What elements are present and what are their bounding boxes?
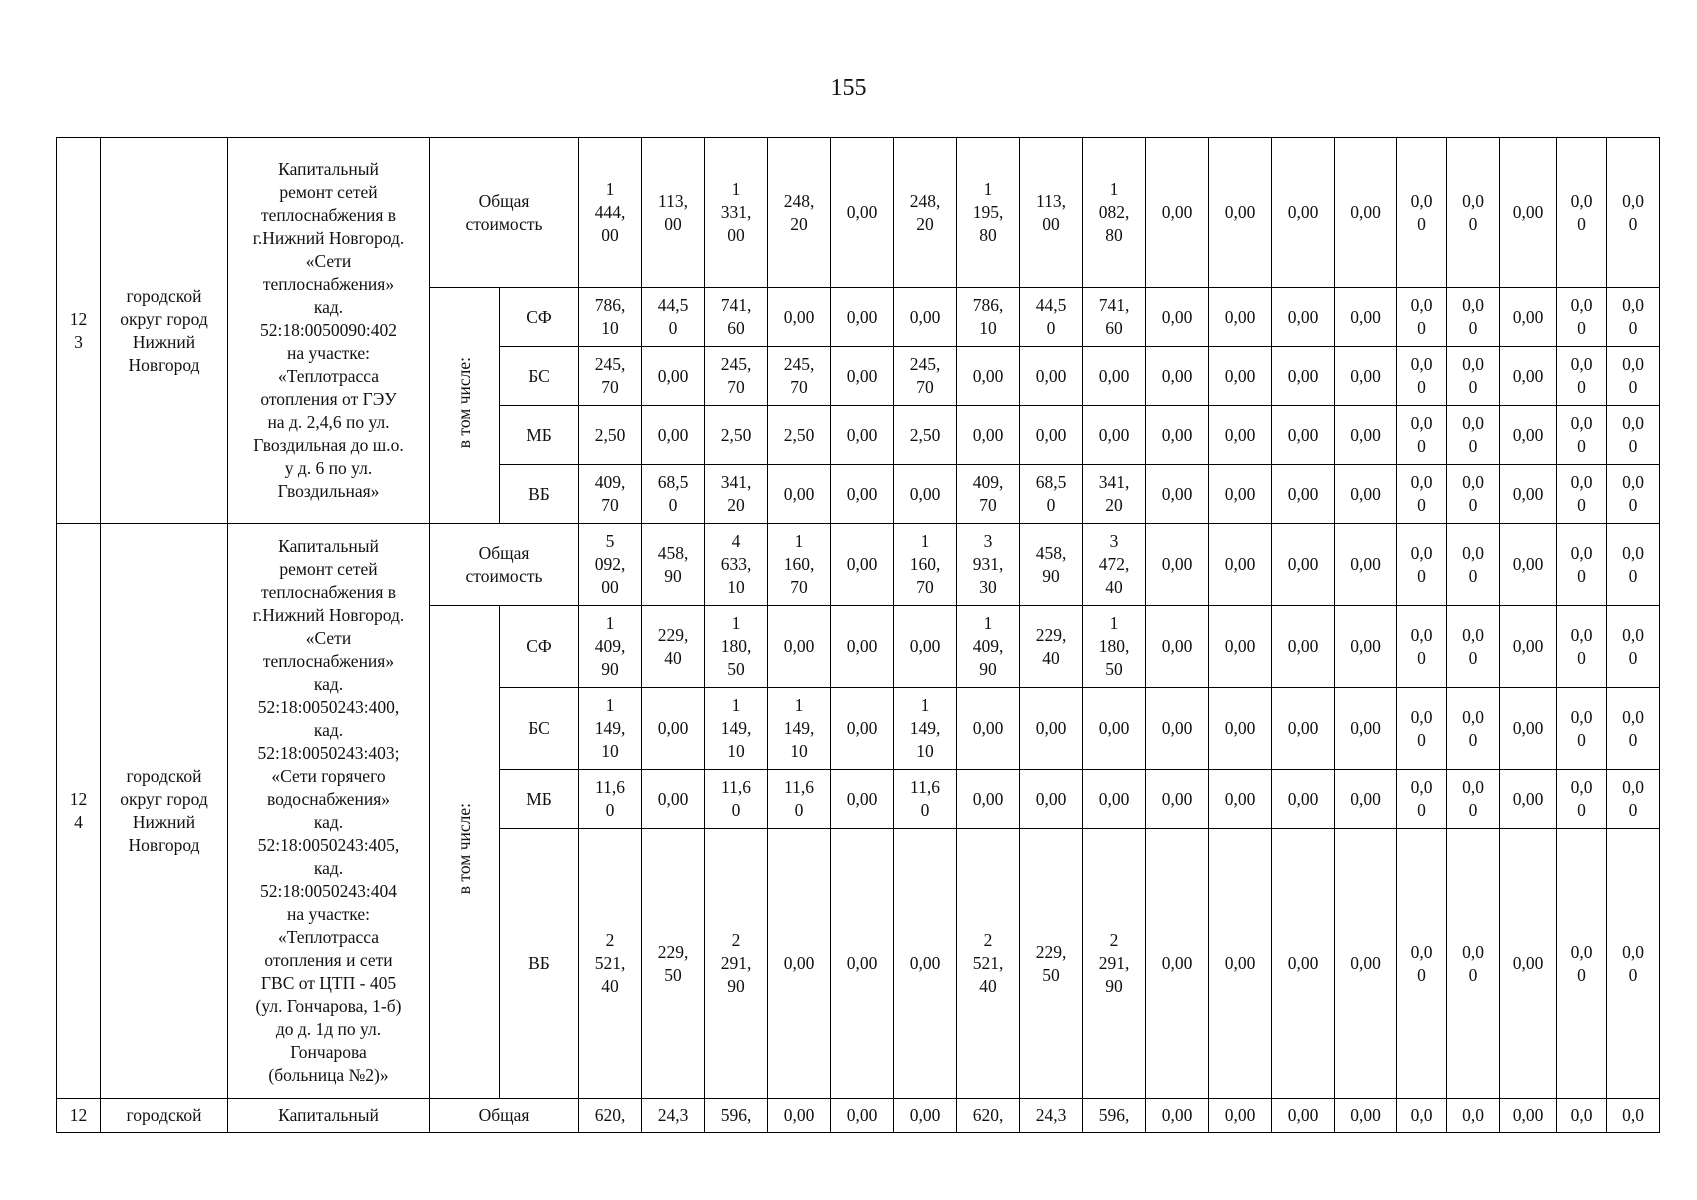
value-cell: 5 092, 00 (579, 524, 642, 606)
value-cell: 0,0 0 (1557, 524, 1607, 606)
total-cost-label: Общая (430, 1099, 579, 1133)
value-cell: 0,0 0 (1397, 138, 1447, 288)
value-cell: 113, 00 (1020, 138, 1083, 288)
value-cell: 245, 70 (894, 347, 957, 406)
value-cell: 1 160, 70 (894, 524, 957, 606)
value-cell: 0,0 0 (1557, 770, 1607, 829)
page-number: 155 (830, 75, 867, 101)
value-cell: 245, 70 (768, 347, 831, 406)
value-cell: 0,0 0 (1557, 829, 1607, 1099)
value-cell: 0,00 (1335, 1099, 1397, 1133)
value-cell: 11,6 0 (579, 770, 642, 829)
value-cell: 0,0 0 (1447, 606, 1500, 688)
value-cell: 1 082, 80 (1083, 138, 1146, 288)
value-cell: 0,00 (1272, 606, 1335, 688)
value-cell: 0,0 0 (1447, 465, 1500, 524)
funding-source-cell: БС (500, 688, 579, 770)
value-cell: 0,0 0 (1607, 688, 1660, 770)
value-cell: 0,00 (1083, 406, 1146, 465)
funding-source-cell: МБ (500, 406, 579, 465)
value-cell: 0,00 (894, 1099, 957, 1133)
value-cell: 0,00 (1146, 524, 1209, 606)
value-cell: 2,50 (705, 406, 768, 465)
value-cell: 11,6 0 (705, 770, 768, 829)
value-cell: 0,00 (831, 688, 894, 770)
value-cell: 0,0 0 (1447, 347, 1500, 406)
funding-source-cell: ВБ (500, 829, 579, 1099)
value-cell: 1 444, 00 (579, 138, 642, 288)
value-cell: 0,00 (1146, 406, 1209, 465)
value-cell: 0,00 (1146, 770, 1209, 829)
value-cell: 2,50 (768, 406, 831, 465)
value-cell: 68,5 0 (642, 465, 705, 524)
value-cell: 0,00 (957, 770, 1020, 829)
value-cell: 0,00 (1335, 606, 1397, 688)
value-cell: 1 331, 00 (705, 138, 768, 288)
value-cell: 0,0 0 (1607, 465, 1660, 524)
value-cell: 0,00 (1335, 347, 1397, 406)
funding-source-cell: СФ (500, 606, 579, 688)
value-cell: 0,00 (1272, 406, 1335, 465)
value-cell: 0,0 (1557, 1099, 1607, 1133)
value-cell: 0,00 (1500, 288, 1557, 347)
value-cell: 0,00 (1209, 829, 1272, 1099)
value-cell: 0,00 (831, 465, 894, 524)
value-cell: 0,0 0 (1607, 606, 1660, 688)
value-cell: 0,00 (1083, 688, 1146, 770)
value-cell: 0,00 (768, 606, 831, 688)
value-cell: 0,00 (1335, 465, 1397, 524)
funding-source-cell: БС (500, 347, 579, 406)
value-cell: 1 180, 50 (1083, 606, 1146, 688)
value-cell: 0,00 (1500, 465, 1557, 524)
including-label-cell (430, 606, 500, 1099)
value-cell: 0,00 (831, 138, 894, 288)
value-cell: 0,00 (1146, 688, 1209, 770)
value-cell: 0,00 (1146, 288, 1209, 347)
value-cell: 0,00 (1146, 465, 1209, 524)
territory-cell: городской округ город Нижний Новгород (101, 138, 228, 524)
territory-cell: городской (101, 1099, 228, 1133)
value-cell: 229, 50 (1020, 829, 1083, 1099)
value-cell: 0,00 (1272, 138, 1335, 288)
value-cell: 0,00 (1209, 606, 1272, 688)
value-cell: 620, (579, 1099, 642, 1133)
territory-cell: городской округ город Нижний Новгород (101, 524, 228, 1099)
value-cell: 0,00 (1146, 606, 1209, 688)
value-cell: 0,00 (831, 1099, 894, 1133)
value-cell: 341, 20 (1083, 465, 1146, 524)
value-cell: 0,0 0 (1607, 770, 1660, 829)
value-cell: 0,00 (1335, 138, 1397, 288)
value-cell: 113, 00 (642, 138, 705, 288)
value-cell: 2 291, 90 (705, 829, 768, 1099)
value-cell: 0,00 (1500, 524, 1557, 606)
value-cell: 0,0 0 (1607, 829, 1660, 1099)
value-cell: 620, (957, 1099, 1020, 1133)
value-cell: 341, 20 (705, 465, 768, 524)
value-cell: 0,00 (1020, 347, 1083, 406)
value-cell: 229, 40 (642, 606, 705, 688)
value-cell: 0,0 0 (1557, 606, 1607, 688)
budget-table (56, 137, 1660, 1133)
funding-source-cell: ВБ (500, 465, 579, 524)
value-cell: 0,0 0 (1557, 288, 1607, 347)
value-cell: 0,00 (1209, 524, 1272, 606)
value-cell: 3 931, 30 (957, 524, 1020, 606)
object-description-cell: Капитальный ремонт сетей теплоснабжения в г.Нижний Новгород. «Сети теплоснабжения» кад. 52:18:0050243:400, кад. 52:18:0050243:403; «Сети горячего водоснабжения» кад. 52:18:0050243:405, кад. 52:18:0050243:404 на участке: «Теплотрасса отопления и сети ГВС от ЦТП - 405 (ул. Гончарова, 1-б) до д. 1д по ул. Гончарова (больница №2)» (228, 524, 430, 1099)
value-cell: 786, 10 (579, 288, 642, 347)
funding-source-cell: СФ (500, 288, 579, 347)
value-cell: 1 180, 50 (705, 606, 768, 688)
value-cell: 0,00 (1146, 347, 1209, 406)
value-cell: 0,00 (1209, 347, 1272, 406)
value-cell: 0,0 0 (1447, 406, 1500, 465)
table-row-partial (57, 1099, 1660, 1133)
value-cell: 0,00 (1209, 770, 1272, 829)
value-cell: 0,00 (894, 465, 957, 524)
value-cell: 0,00 (1146, 138, 1209, 288)
value-cell: 24,3 (642, 1099, 705, 1133)
value-cell: 0,0 0 (1557, 465, 1607, 524)
value-cell: 0,00 (1500, 347, 1557, 406)
total-cost-label: Общая стоимость (430, 138, 579, 288)
value-cell: 0,00 (831, 606, 894, 688)
value-cell: 11,6 0 (894, 770, 957, 829)
value-cell: 596, (1083, 1099, 1146, 1133)
value-cell: 0,00 (831, 347, 894, 406)
value-cell: 0,0 0 (1397, 288, 1447, 347)
value-cell: 0,0 0 (1557, 688, 1607, 770)
value-cell: 0,00 (1272, 347, 1335, 406)
value-cell: 0,0 0 (1607, 347, 1660, 406)
funding-source-cell: МБ (500, 770, 579, 829)
value-cell: 0,00 (1083, 347, 1146, 406)
value-cell: 0,0 0 (1557, 347, 1607, 406)
row-number-cell: 12 (57, 1099, 101, 1133)
value-cell: 0,00 (642, 688, 705, 770)
value-cell: 0,00 (1500, 406, 1557, 465)
value-cell: 0,00 (831, 829, 894, 1099)
value-cell: 0,0 0 (1607, 524, 1660, 606)
value-cell: 1 160, 70 (768, 524, 831, 606)
value-cell: 0,0 0 (1557, 138, 1607, 288)
value-cell: 0,0 0 (1607, 406, 1660, 465)
value-cell: 245, 70 (579, 347, 642, 406)
value-cell: 3 472, 40 (1083, 524, 1146, 606)
value-cell: 0,0 0 (1447, 829, 1500, 1099)
value-cell: 0,00 (1020, 770, 1083, 829)
value-cell: 0,0 (1447, 1099, 1500, 1133)
value-cell: 0,0 0 (1447, 288, 1500, 347)
value-cell: 0,00 (831, 524, 894, 606)
value-cell: 0,00 (1020, 688, 1083, 770)
value-cell: 1 149, 10 (894, 688, 957, 770)
value-cell: 0,00 (1500, 829, 1557, 1099)
value-cell: 0,0 0 (1397, 688, 1447, 770)
value-cell: 2 291, 90 (1083, 829, 1146, 1099)
value-cell: 458, 90 (1020, 524, 1083, 606)
value-cell: 0,0 0 (1397, 524, 1447, 606)
value-cell: 0,0 0 (1397, 829, 1447, 1099)
value-cell: 0,00 (831, 288, 894, 347)
value-cell: 0,00 (1146, 1099, 1209, 1133)
value-cell: 0,00 (1020, 406, 1083, 465)
object-description-cell: Капитальный ремонт сетей теплоснабжения в г.Нижний Новгород. «Сети теплоснабжения» кад. 52:18:0050090:402 на участке: «Теплотрасса отопления от ГЭУ на д. 2,4,6 по ул. Гвоздильная до ш.о. у д. 6 по ул. Гвоздильная» (228, 138, 430, 524)
value-cell: 596, (705, 1099, 768, 1133)
including-label: в том числе: (454, 803, 474, 895)
value-cell: 1 149, 10 (579, 688, 642, 770)
value-cell: 11,6 0 (768, 770, 831, 829)
value-cell: 0,00 (1335, 406, 1397, 465)
value-cell: 0,00 (768, 288, 831, 347)
value-cell: 1 409, 90 (579, 606, 642, 688)
object-description-cell: Капитальный (228, 1099, 430, 1133)
value-cell: 0,00 (1209, 406, 1272, 465)
value-cell: 0,00 (1272, 465, 1335, 524)
row-number-cell: 12 4 (57, 524, 101, 1099)
value-cell: 0,0 0 (1447, 138, 1500, 288)
value-cell: 1 409, 90 (957, 606, 1020, 688)
value-cell: 0,00 (1500, 688, 1557, 770)
value-cell: 0,00 (1500, 770, 1557, 829)
value-cell: 0,0 (1607, 1099, 1660, 1133)
value-cell: 24,3 (1020, 1099, 1083, 1133)
value-cell: 0,00 (1335, 829, 1397, 1099)
value-cell: 0,00 (894, 829, 957, 1099)
value-cell: 44,5 0 (1020, 288, 1083, 347)
table-row (57, 138, 1660, 288)
value-cell: 0,00 (1272, 688, 1335, 770)
value-cell: 0,0 0 (1607, 288, 1660, 347)
value-cell: 248, 20 (768, 138, 831, 288)
value-cell: 44,5 0 (642, 288, 705, 347)
value-cell: 0,00 (1335, 688, 1397, 770)
value-cell: 0,00 (1209, 465, 1272, 524)
value-cell: 0,0 0 (1447, 688, 1500, 770)
value-cell: 0,00 (642, 347, 705, 406)
value-cell: 1 195, 80 (957, 138, 1020, 288)
value-cell: 0,00 (768, 1099, 831, 1133)
value-cell: 0,00 (957, 347, 1020, 406)
value-cell: 0,00 (642, 406, 705, 465)
value-cell: 409, 70 (579, 465, 642, 524)
value-cell: 0,00 (1335, 524, 1397, 606)
value-cell: 0,0 0 (1397, 606, 1447, 688)
table-row (57, 524, 1660, 606)
value-cell: 1 149, 10 (768, 688, 831, 770)
value-cell: 0,0 0 (1397, 770, 1447, 829)
value-cell: 409, 70 (957, 465, 1020, 524)
value-cell: 0,0 0 (1447, 524, 1500, 606)
value-cell: 0,00 (831, 770, 894, 829)
value-cell: 0,00 (1272, 524, 1335, 606)
value-cell: 1 149, 10 (705, 688, 768, 770)
including-label: в том числе: (454, 356, 474, 449)
including-label-cell (430, 288, 500, 524)
value-cell: 786, 10 (957, 288, 1020, 347)
value-cell: 0,0 0 (1397, 465, 1447, 524)
value-cell: 0,00 (831, 406, 894, 465)
value-cell: 0,00 (1500, 138, 1557, 288)
value-cell: 229, 40 (1020, 606, 1083, 688)
row-number-cell: 12 3 (57, 138, 101, 524)
value-cell: 0,00 (1146, 829, 1209, 1099)
value-cell: 0,0 0 (1447, 770, 1500, 829)
value-cell: 0,00 (957, 406, 1020, 465)
value-cell: 0,00 (1209, 288, 1272, 347)
value-cell: 4 633, 10 (705, 524, 768, 606)
value-cell: 2,50 (579, 406, 642, 465)
value-cell: 0,00 (1209, 138, 1272, 288)
value-cell: 0,00 (1272, 770, 1335, 829)
value-cell: 68,5 0 (1020, 465, 1083, 524)
value-cell: 0,00 (1500, 1099, 1557, 1133)
value-cell: 0,00 (1209, 1099, 1272, 1133)
value-cell: 2 521, 40 (579, 829, 642, 1099)
value-cell: 2 521, 40 (957, 829, 1020, 1099)
value-cell: 229, 50 (642, 829, 705, 1099)
value-cell: 0,00 (957, 688, 1020, 770)
value-cell: 0,0 0 (1397, 347, 1447, 406)
value-cell: 0,00 (1272, 288, 1335, 347)
value-cell: 245, 70 (705, 347, 768, 406)
value-cell: 0,0 0 (1397, 406, 1447, 465)
value-cell: 0,00 (894, 606, 957, 688)
value-cell: 0,00 (1272, 829, 1335, 1099)
value-cell: 0,00 (1209, 688, 1272, 770)
value-cell: 0,00 (768, 465, 831, 524)
value-cell: 0,0 (1397, 1099, 1447, 1133)
value-cell: 0,00 (1083, 770, 1146, 829)
value-cell: 458, 90 (642, 524, 705, 606)
value-cell: 248, 20 (894, 138, 957, 288)
value-cell: 0,00 (1335, 288, 1397, 347)
value-cell: 2,50 (894, 406, 957, 465)
value-cell: 0,00 (642, 770, 705, 829)
value-cell: 0,0 0 (1557, 406, 1607, 465)
value-cell: 0,0 0 (1607, 138, 1660, 288)
value-cell: 0,00 (1335, 770, 1397, 829)
value-cell: 0,00 (768, 829, 831, 1099)
value-cell: 741, 60 (705, 288, 768, 347)
value-cell: 0,00 (1500, 606, 1557, 688)
value-cell: 741, 60 (1083, 288, 1146, 347)
total-cost-label: Общая стоимость (430, 524, 579, 606)
value-cell: 0,00 (894, 288, 957, 347)
value-cell: 0,00 (1272, 1099, 1335, 1133)
